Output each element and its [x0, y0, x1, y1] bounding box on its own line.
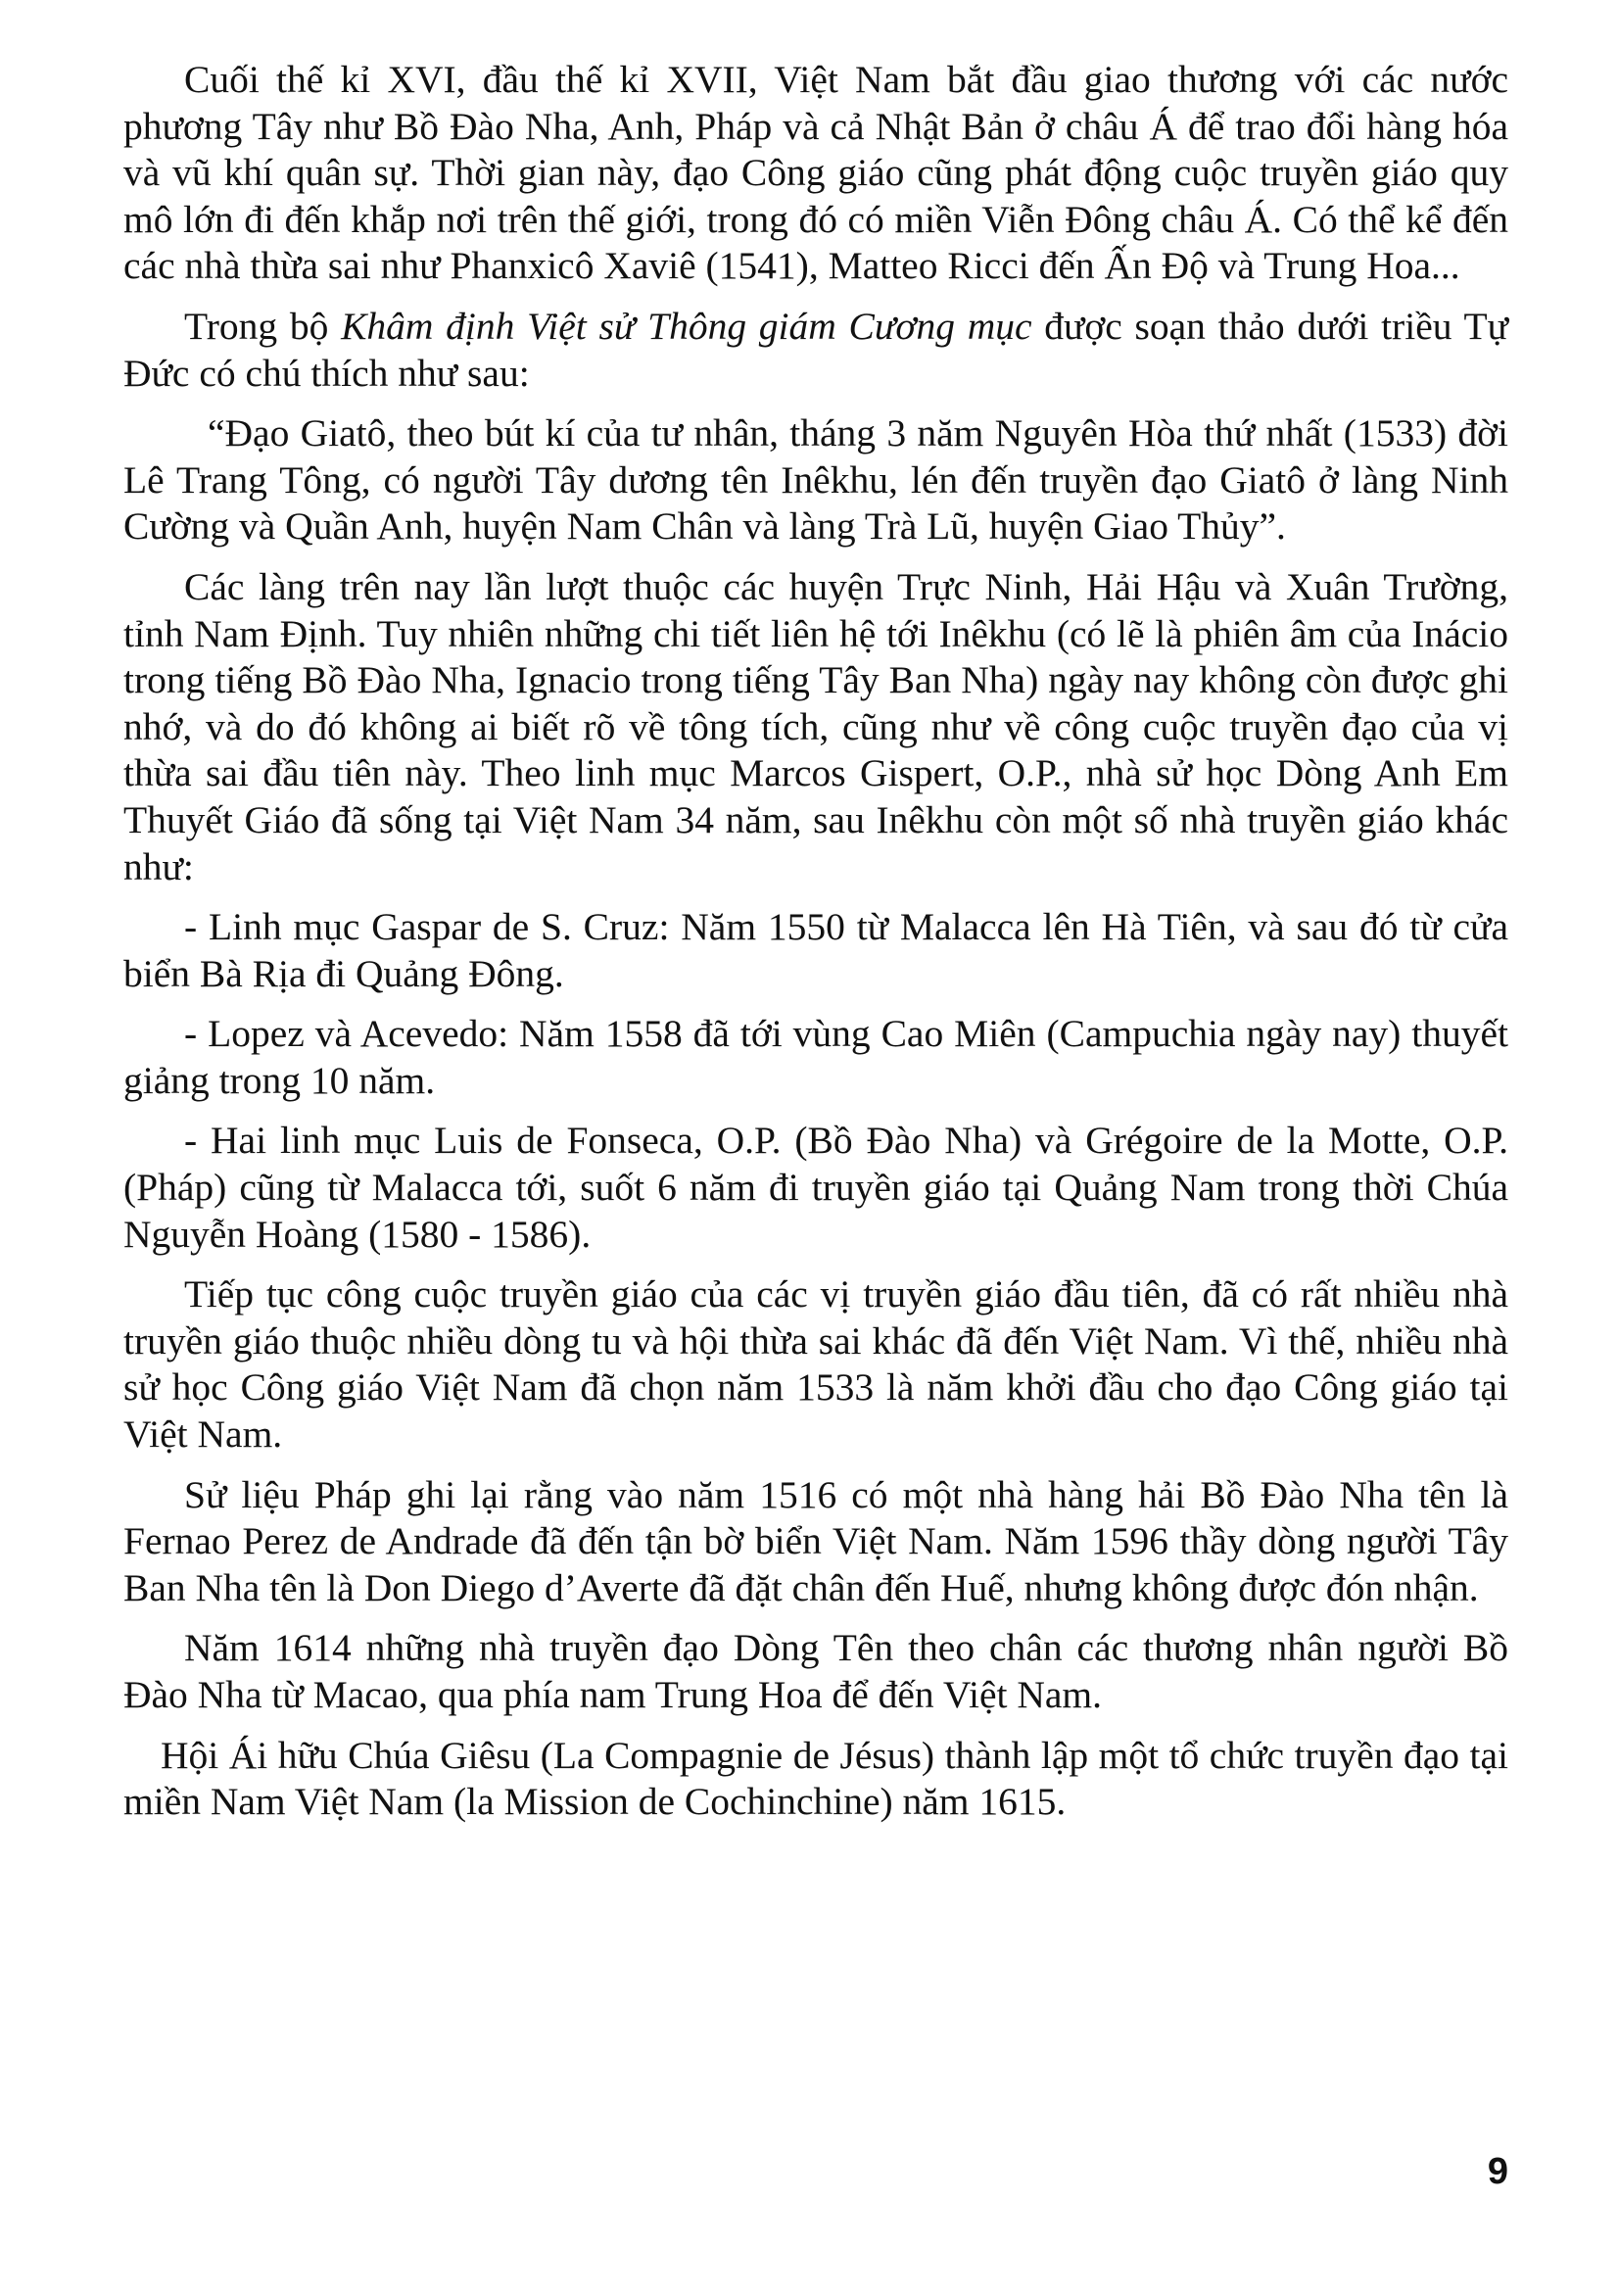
mission-text: Hội Ái hữu Chúa Giêsu (La Compagnie de Jésus) thành lập một tổ chức truyền đạo tại miền Nam Việt Nam (la Mission de Cochinchine) năm 1615.	[123, 1733, 1508, 1824]
page-number: 9	[1487, 2151, 1508, 2192]
list-item-text: - Hai linh mục Luis de Fonseca, O.P. (Bồ Đào Nha) và Grégoire de la Motte, O.P. (Pháp) cũng từ Malacca tới, suốt 6 năm đi truyền giáo tại Quảng Nam trong thời Chúa Nguyễn Hoàng (1580 - 1586).	[123, 1119, 1508, 1256]
book-title: Khâm định Việt sử Thông giám Cương mục	[341, 304, 1032, 348]
intro-text-start: Trong bộ	[184, 304, 342, 348]
paragraph-villages-inekhu: Các làng trên nay lần lượt thuộc các huyện Trực Ninh, Hải Hậu và Xuân Trường, tỉnh Nam Định. Tuy nhiên những chi tiết liên hệ tới Inêkhu (có lẽ là phiên âm của Inácio trong tiếng Bồ Đào Nha, Ignacio trong tiếng Tây Ban Nha) ngày nay không còn được ghi nhớ, và do đó không ai biết rõ về tông tích, cũng như về công cuộc truyền đạo của vị thừa sai đầu tiên này. Theo linh mục Marcos Gispert, O.P., nhà sử học Dòng Anh Em Thuyết Giáo đã sống tại Việt Nam 34 năm, sau Inêkhu còn một số nhà truyền giáo khác như:	[123, 564, 1508, 888]
list-item-text: - Linh mục Gaspar de S. Cruz: Năm 1550 từ Malacca lên Hà Tiên, và sau đó từ cửa biển Bà Rịa đi Quảng Đông.	[123, 905, 1508, 995]
paragraph-mission-1615	[123, 1733, 1508, 1826]
intro-text-end: được soạn thảo dưới triều Tự Đức có chú thích như sau:	[123, 304, 1509, 395]
list-item-fonseca-motte	[123, 1118, 1508, 1258]
paragraph-trade-and-missions: Cuối thế kỉ XVI, đầu thế kỉ XVII, Việt Nam bắt đầu giao thương với các nước phương Tây như Bồ Đào Nha, Anh, Pháp và cả Nhật Bản ở châu Á để trao đổi hàng hóa và vũ khí quân sự. Thời gian này, đạo Công giáo cũng phát động cuộc truyền giáo quy mô lớn đi đến khắp nơi trên thế giới, trong đó có miền Viễn Đông châu Á. Có thể kể đến các nhà thừa sai như Phanxicô Xaviê (1541), Matteo Ricci đến Ấn Độ và Trung Hoa...	[123, 58, 1508, 288]
paragraph-quotation	[123, 410, 1508, 550]
list-item-gaspar	[123, 904, 1508, 997]
list-item-text: - Lopez và Acevedo: Năm 1558 đã tới vùng Cao Miên (Campuchia ngày nay) thuyết giảng trong 10 năm.	[123, 1012, 1508, 1102]
list-item-lopez-acevedo	[123, 1011, 1508, 1104]
paragraph-jesuits-1614: Năm 1614 những nhà truyền đạo Dòng Tên theo chân các thương nhân người Bồ Đào Nha từ Macao, qua phía nam Trung Hoa để đến Việt Nam.	[123, 1626, 1508, 1716]
quotation-text: “Đạo Giatô, theo bút kí của tư nhân, tháng 3 năm Nguyên Hòa thứ nhất (1533) đời Lê Trang Tông, có người Tây dương tên Inêkhu, lén đến truyền đạo Giatô ở làng Ninh Cường và Quần Anh, huyện Nam Chân và làng Trà Lũ, huyện Giao Thủy”.	[123, 411, 1508, 549]
paragraph-french-sources: Sử liệu Pháp ghi lại rằng vào năm 1516 có một nhà hàng hải Bồ Đào Nha tên là Fernao Perez de Andrade đã đến tận bờ biển Việt Nam. Năm 1596 thầy dòng người Tây Ban Nha tên là Don Diego d’Averte đã đặt chân đến Huế, nhưng không được đón nhận.	[123, 1472, 1508, 1609]
paragraph-kham-dinh-intro	[123, 304, 1508, 397]
paragraph-continuation: Tiếp tục công cuộc truyền giáo của các vị truyền giáo đầu tiên, đã có rất nhiều nhà truyền giáo thuộc nhiều dòng tu và hội thừa sai khác đã đến Việt Nam. Vì thế, nhiều nhà sử học Công giáo Việt Nam đã chọn năm 1533 là năm khởi đầu cho đạo Công giáo tại Việt Nam.	[123, 1272, 1508, 1457]
